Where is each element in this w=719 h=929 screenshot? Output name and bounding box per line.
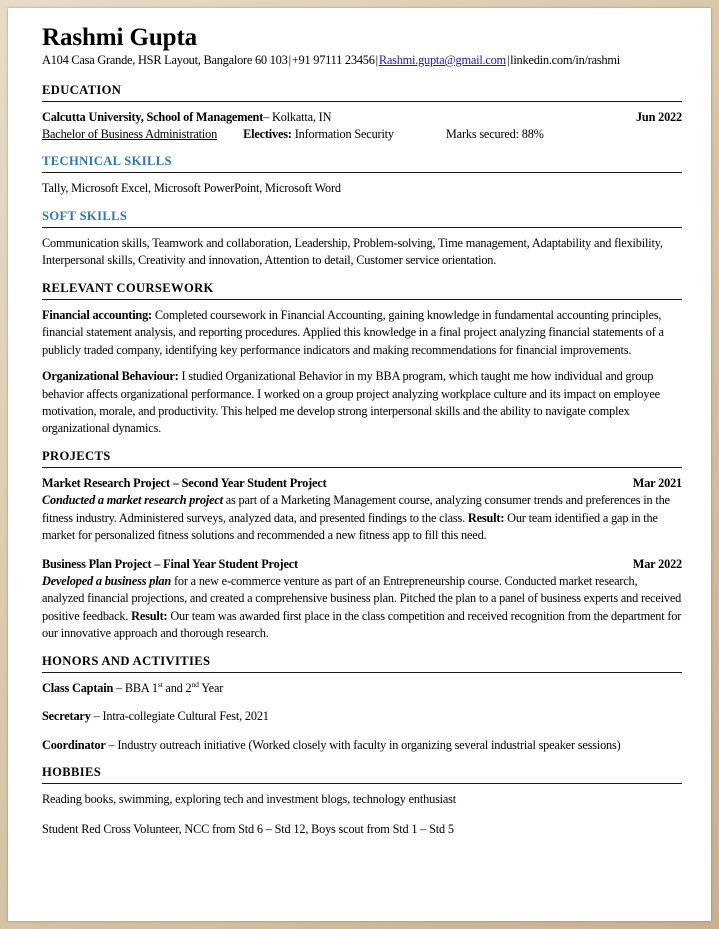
section-technical-skills bbox=[42, 154, 682, 198]
spacer-1 bbox=[217, 126, 243, 143]
section-soft-skills bbox=[42, 209, 682, 270]
education-marks: Marks secured: 88% bbox=[445, 126, 544, 141]
contact-line bbox=[42, 53, 682, 69]
section-education bbox=[42, 83, 682, 144]
section-heading-soft-skills: SOFT SKILLS bbox=[42, 208, 128, 223]
honor-text-a: – BBA 1 bbox=[113, 680, 158, 695]
honor-sup-a: st bbox=[157, 679, 163, 689]
candidate-name: Rashmi Gupta bbox=[42, 24, 198, 51]
project-title: Market Research Project – Second Year Student Project bbox=[42, 475, 327, 490]
project-date: Mar 2021 bbox=[632, 475, 682, 490]
education-title-row bbox=[42, 109, 682, 126]
coursework-label: Organizational Behaviour: bbox=[42, 369, 179, 384]
technical-skills-body: Tally, Microsoft Excel, Microsoft PowerPoint, Microsoft Word bbox=[42, 181, 341, 196]
project-entry bbox=[42, 556, 682, 643]
honor-item bbox=[42, 680, 682, 697]
coursework-body: Completed coursework in Financial Accounting, gaining knowledge in fundamental accounting principles, financial statement analysis, and reporting procedures. Applied this knowledge in a final project analyzing financial statements of a publicly traded company, identifying key performance indicators and making recommendations for financial improvements. bbox=[42, 307, 664, 357]
section-heading-projects: PROJECTS bbox=[42, 448, 111, 463]
resume-content bbox=[42, 24, 682, 838]
section-rule-technical-skills bbox=[42, 172, 682, 173]
section-rule-honors bbox=[42, 672, 682, 673]
honor-text-a: – Industry outreach initiative (Worked closely with faculty in organizing several industrial speaker sessions) bbox=[105, 737, 621, 752]
education-school-name: Calcutta University, School of Management bbox=[42, 109, 264, 124]
coursework-item bbox=[42, 307, 682, 359]
electives-label: Electives: bbox=[243, 126, 292, 141]
project-body-2: Our team identified a gap in the market for personalized fitness solutions and recommended a new fitness app to fill this need. bbox=[42, 510, 658, 543]
section-heading-hobbies: HOBBIES bbox=[42, 765, 102, 780]
project-body-2: Our team was awarded first place in the class competition and received recognition from the department for our innovative approach and thorough research. bbox=[42, 608, 682, 641]
contact-separator-2: | bbox=[375, 53, 378, 67]
section-rule-projects bbox=[42, 467, 682, 468]
project-entry bbox=[42, 475, 682, 545]
project-body-1: for a new e-commerce venture as part of an Entrepreneurship course. Conducted market research, analyzed financial projections, and created a comprehensive business plan. Pitched the plan to a panel of business experts and received positive feedback. bbox=[42, 573, 682, 623]
project-lead: Developed a business plan bbox=[42, 573, 172, 588]
education-date: Jun 2022 bbox=[635, 109, 682, 124]
education-detail-row bbox=[42, 126, 682, 143]
contact-separator-1: | bbox=[288, 53, 291, 67]
honor-label: Coordinator bbox=[42, 737, 106, 752]
section-projects bbox=[42, 449, 682, 643]
project-title-row bbox=[42, 556, 682, 573]
section-heading-education: EDUCATION bbox=[42, 82, 122, 97]
section-heading-coursework: RELEVANT COURSEWORK bbox=[42, 280, 214, 295]
honor-sup-b: nd bbox=[191, 679, 199, 689]
project-body-1: as part of a Marketing Management course, analyzing consumer trends and preferences in the fitness industry. Administered surveys, analyzed data, and presented findings to the class. bbox=[42, 493, 670, 525]
section-honors bbox=[42, 654, 682, 754]
section-rule-education bbox=[42, 101, 682, 102]
electives-value: Information Security bbox=[294, 126, 394, 141]
contact-phone: +91 97111 23456 bbox=[291, 53, 375, 67]
section-heading-technical-skills: TECHNICAL SKILLS bbox=[42, 154, 172, 169]
honor-text-a: – Intra-collegiate Cultural Fest, 2021 bbox=[90, 709, 269, 724]
soft-skills-body: Communication skills, Teamwork and collaboration, Leadership, Problem-solving, Time management, Adaptability and flexibility, Interpersonal skills, Creativity and innovation, Attention to detail, Customer service orientation. bbox=[42, 235, 663, 268]
project-description bbox=[42, 492, 682, 544]
section-heading-honors: HONORS AND ACTIVITIES bbox=[42, 653, 211, 668]
hobby-item: Student Red Cross Volunteer, NCC from Std 6 – Std 12, Boys scout from Std 1 – Std 5 bbox=[42, 821, 454, 836]
project-date: Mar 2022 bbox=[632, 556, 682, 571]
resume-header bbox=[42, 24, 682, 69]
education-location: – Kolkatta, IN bbox=[263, 109, 332, 124]
honor-item bbox=[42, 737, 682, 754]
linkedin-text: linkedin.com/in/rashmi bbox=[510, 53, 620, 67]
honor-label: Secretary bbox=[42, 709, 91, 724]
resume-page bbox=[8, 8, 711, 921]
project-lead: Conducted a market research project bbox=[42, 493, 223, 508]
project-description bbox=[42, 573, 682, 643]
honor-text-c: Year bbox=[198, 680, 224, 695]
spacer-2 bbox=[394, 126, 446, 143]
section-hobbies bbox=[42, 765, 682, 838]
section-rule-coursework bbox=[42, 299, 682, 300]
education-degree: Bachelor of Business Administration bbox=[42, 126, 218, 141]
project-title: Business Plan Project – Final Year Student Project bbox=[42, 556, 298, 571]
project-result-label: Result: bbox=[467, 510, 505, 525]
contact-address: A104 Casa Grande, HSR Layout, Bangalore 60 103 bbox=[42, 53, 288, 67]
honor-item bbox=[42, 708, 682, 725]
honor-text-b: and 2 bbox=[162, 680, 192, 695]
section-rule-soft-skills bbox=[42, 227, 682, 228]
project-title-row bbox=[42, 475, 682, 492]
section-coursework bbox=[42, 281, 682, 438]
coursework-label: Financial accounting: bbox=[42, 307, 152, 322]
email-link[interactable]: Rashmi.gupta@gmail.com bbox=[378, 53, 506, 67]
project-result-label: Result: bbox=[131, 608, 168, 623]
coursework-item bbox=[42, 368, 682, 438]
contact-separator-3: | bbox=[506, 53, 510, 67]
education-entry bbox=[42, 109, 682, 143]
section-rule-hobbies bbox=[42, 783, 682, 784]
coursework-body: I studied Organizational Behavior in my BBA program, which taught me how individual and group behavior affects organizational performance. I worked on a group project analyzing workplace culture and its impact on employee motivation, morale, and productivity. This helped me develop strong interpersonal skills and the ability to navigate complex organizational dynamics. bbox=[42, 369, 660, 436]
education-school bbox=[42, 109, 331, 126]
hobby-item: Reading books, swimming, exploring tech and investment blogs, technology enthusiast bbox=[42, 792, 457, 807]
honor-label: Class Captain bbox=[42, 680, 114, 695]
